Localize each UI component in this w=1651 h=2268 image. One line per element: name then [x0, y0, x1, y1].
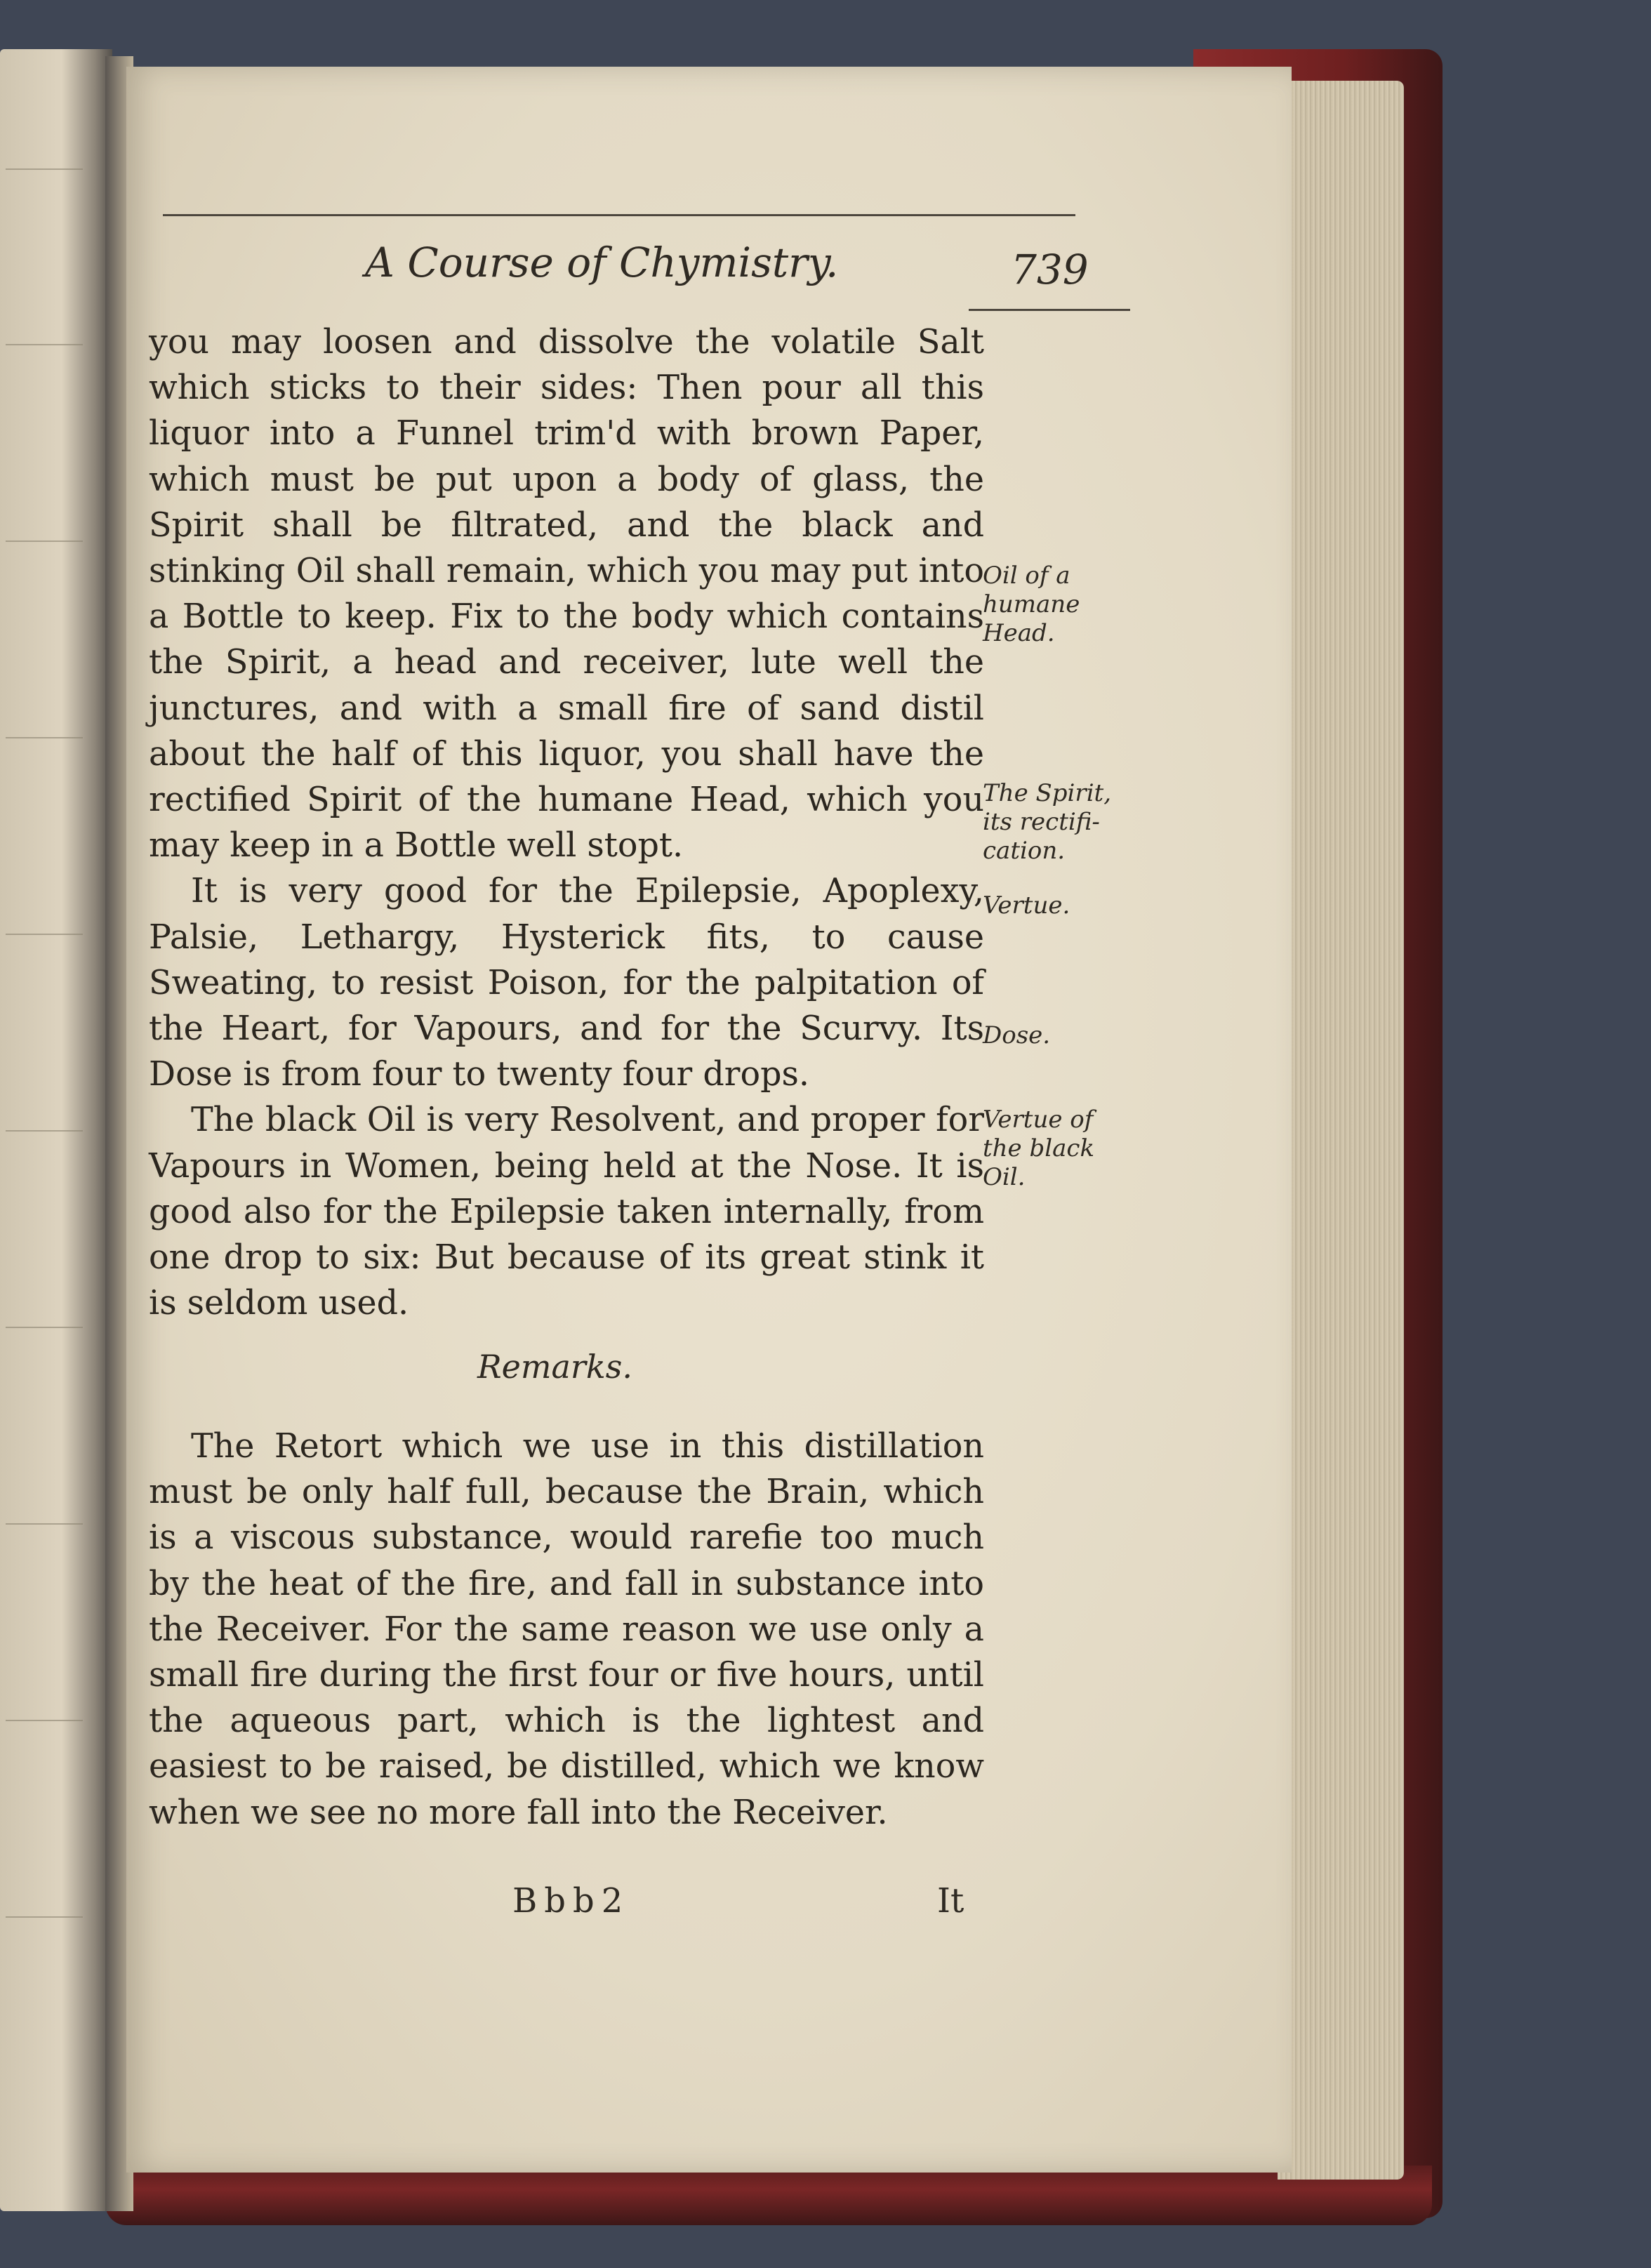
header-rule-bottom — [969, 309, 1130, 311]
paragraph-spirit: you may loosen and dissolve the volatile Salt which sticks to their sides: Then pour all this liquor into a Funnel trim'd with brown Paper, which must be put upon a body of glass, the Spirit shall be filtrated, and the black and stinking Oil shall remain, which you may put into a Bottle to keep. Fix to the body which contains the Spirit, a head and receiver, lute well the junctures, and with a small fire of sand distil about the half of this liquor, you shall have the rectified Spirit of the humane Head, which you may keep in a Bottle well stopt. — [149, 323, 984, 866]
catchword: It — [937, 1881, 964, 1921]
remarks-text — [149, 1424, 984, 1836]
running-head: A Course of Chymistry. — [365, 239, 839, 286]
paragraph-black-oil: The black Oil is very Resolvent, and proper for Vapours in Women, being held at the Nose. It is good also for the Epilepsie taken internally, from one drop to six: But because of its great stink it is seldom used. — [149, 1101, 984, 1323]
margin-note-oil: Oil of a humane Head. — [983, 562, 1080, 647]
header-rule-top — [163, 214, 1075, 216]
page-edges — [1278, 81, 1404, 2180]
signature-mark: Bbb2 — [512, 1881, 630, 1921]
margin-note-spirit: The Spirit, its rectifi- cation. — [983, 779, 1112, 865]
paragraph-vertue: It is very good for the Epilepsie, Apoplexy, Palsie, Lethargy, Hysterick fits, to cause Sweating, to resist Poison, for the palpitation of the Heart, for Vapours, and for the Scurvy. Its Dose is from four to twenty four drops. — [149, 872, 984, 1094]
margin-note-vertue: Vertue. — [983, 891, 1070, 920]
body-text — [149, 319, 984, 1326]
paragraph-remarks: The Retort which we use in this distillation must be only half full, because the Brain, which is a viscous substance, would rarefie too much by the heat of the fire, and fall in substance into the Receiver. For the same reason we use only a small fire during the first four or five hours, until the aqueous part, which is the lightest and easiest to be raised, be distilled, which we know when we see no more fall into the Receiver. — [149, 1427, 984, 1832]
margin-note-dose: Dose. — [983, 1021, 1051, 1049]
facing-page-edge — [0, 49, 112, 2211]
remarks-heading: Remarks. — [477, 1348, 632, 1386]
book-cover-bottom — [105, 2166, 1432, 2225]
margin-note-black-oil: Vertue of the black Oil. — [983, 1106, 1095, 1191]
page-number: 739 — [1011, 246, 1089, 293]
